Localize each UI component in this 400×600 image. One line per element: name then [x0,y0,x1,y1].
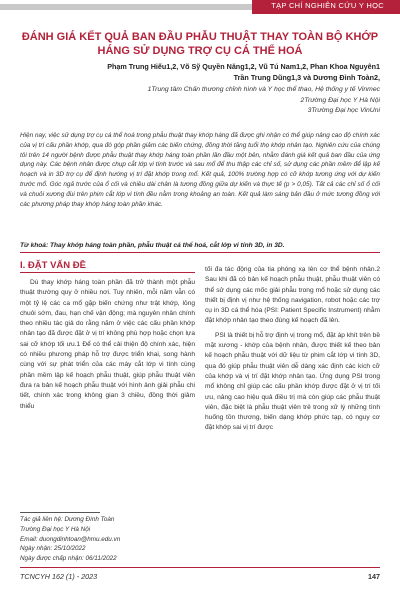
correspondence-footnote [20,515,195,564]
authors-line-2: Trần Trung Dũng1,3 và Dương Đình Toàn2, [233,73,380,82]
authors-line-1: Phạm Trung Hiếu1,2, Võ Sỹ Quyền Năng1,2, Vũ Tú Nam1,2, Phan Khoa Nguyên1 [107,62,380,71]
affiliation-1: 1Trung tâm Chấn thương chỉnh hình và Y học thể thao, Hệ thống y tế Vinmec [147,86,380,93]
right-paragraph-2: PSI là thiết bị hỗ trợ định vị trong mổ, đặt áp khít trên bề mặt xương - khớp của bệnh nhân, được thiết kế theo bản kế hoạch phẫu thuật với dữ liệu từ phim cắt lớp vi tính 3D, qua đó giúp phẫu thuật viên dễ dàng xác định các kích cỡ của khớp và vị trí đặt khớp nhân tạo. Ứng dụng PSI trong mổ không chỉ giúp các cấu phần khớp được đặt ở vị trí tối ưu, nâng cao hiệu quả điều trị mà còn giúp các phẫu thuật viên, đặc biệt là phẫu thuật viên trẻ trong xử lý những tình huống tồn thương, biến dạng khớp phức tạp, có nguy cơ đặt khớp sai vị trí được [205,331,380,432]
footnote-line-2: Trường Đại học Y Hà Nội [20,525,91,533]
abstract: Hiện nay, việc sử dụng trợ cụ cá thể hoá trong phẫu thuật thay khớp háng đã được ghi nhận có thể giúp nâng cao độ chính xác của vị trí cấu phần khớp, qua đó góp phần giảm các biến chứng, đồng thời tăng tuổi thọ khớp nhân tạo. Nghiên cứu của chúng tôi trên 14 người bệnh được phẫu thuật thay khớp háng toàn phần lần đầu một bên, nhằm đánh giá kết quả ban đầu của ứng dụng này. Các bệnh nhân được chụp cắt lớp vi tính trước và sau mổ để thu thập các chỉ số, sử dụng các phần mềm để lập kế hoạch và in 3D trợ cụ để định hướng vị trí đặt khớp trong mổ. Kết quả, 100% trường hợp có cỡ khớp tương ứng với dự kiến trước mổ. Góc ngả trước của ổ cối và chiều dài chân là tương đồng giữa dự kiến và thực tế (p > 0,05). Tất cả các chỉ số ổ cối và chuỏi xương đùi trên phim cắt lớp vi tính đều nằm trong khoảng an toàn. Kết quả làm sáng bản đầu ở mức tương đồng với các phương pháp thay khớp háng toàn phần khác. [20,132,380,208]
section-rule [20,272,195,273]
affiliation-3: 3Trường Đại học VinUni [307,107,380,114]
footnote-line-1: Tác giả liên hệ: Dương Đình Toàn [20,516,115,523]
footnote-line-5: Ngày được chấp nhận: 06/11/2022 [20,555,117,563]
right-paragraph-1: tối đa tác động của tia phóng xạ lên cơ thể bệnh nhân.2 Sau khi đã có bản kế hoạch phẫu thuật, phẫu thuật viên có thể sử dụng các mốc giải phẫu trong mổ hoặc sử dụng các thiết bị định vị như hệ thống navigation, robot hoặc các trợ cụ in 3D cá thể hóa (PSI: Patient Specific Instrument) nhằm đặt khớp nhân tạo theo đúng kế hoạch đã lên. [205,266,380,325]
footnote-rule [20,512,100,513]
footer-journal: TCNCYH 162 (1) - 2023 [20,572,98,581]
left-paragraph-1: Dù thay khớp háng toàn phần đã trở thành một phẫu thuật thường quy ở nhiều nơi. Tuy nhiên, mỗi năm vẫn có một tỷ lệ các ca mổ gặp biến chứng như trật khớp, lỏng chuôi sớm, đau, hạn chế vận động; mà nguyên nhân chính theo nhiều tác giả do rằng năm ở việc các cấu phần khớp nhân tạo đã được đặt ở vị trí không phù hợp hoặc chọn lựa sai cỡ khớp tối ưu.1 Để có thể cải thiện độ chính xác, hiện có nhiều phương pháp hỗ trợ được triển khai, song hành cùng với sự phát triển của các máy cắt lớp vi tính cùng phần mềm lập kế hoạch phẫu thuật, giúp phẫu thuật viên đưa ra bản kế hoạch phẫu thuật với hình ảnh giải phẫu chi tiết, chính xác trong không gian 3 chiều, đồng thời giảm thiểu [20,279,195,410]
header-gray-bar [0,4,252,10]
left-column [20,278,195,412]
page-number: 147 [368,572,380,581]
footer-rule [20,567,380,568]
footnote-line-3: Email: duongdinhtoan@hmu.edu.vn [20,535,121,543]
journal-header [0,0,400,16]
section-title: I. ĐẶT VẤN ĐỀ [20,260,86,271]
footnote-line-4: Ngày nhận: 25/10/2022 [20,545,86,553]
journal-section-label: TẠP CHÍ NGHIÊN CỨU Y HỌC [271,1,384,10]
affiliations [20,85,380,117]
keywords: Từ khoá: Thay khớp háng toàn phần, phẫu thuật cá thể hoá, cắt lớp vi tính 3D, in 3D. [20,242,285,249]
affiliation-2: 2Trường Đại học Y Hà Nội [300,96,380,104]
right-column [205,265,380,434]
authors [20,61,380,83]
abstract-divider [20,252,380,253]
article-title: ĐÁNH GIÁ KẾT QUẢ BAN ĐẦU PHẪU THUẬT THAY TOÀN BỘ KHỚP HÁNG SỬ DỤNG TRỢ CỤ CÁ THỂ HOÁ [21,31,379,57]
